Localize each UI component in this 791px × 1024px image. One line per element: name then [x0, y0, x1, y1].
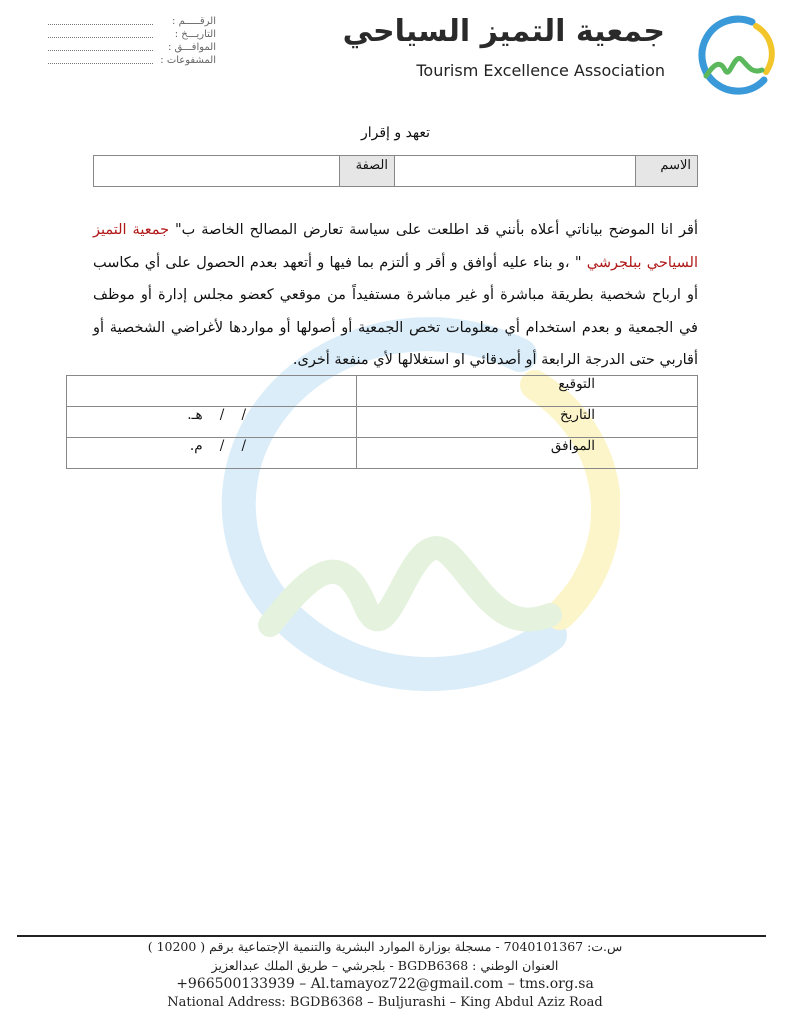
hijri-date-row — [67, 407, 698, 438]
ref-attachments-label: المشفوعات : — [160, 55, 216, 66]
ref-attachments-row — [48, 54, 216, 67]
hijri-date-label: التاريخ — [357, 407, 698, 438]
ref-corresponding-row — [48, 41, 216, 54]
declaration-org-name: جمعية التميز السياحي ببلجرشي — [93, 222, 698, 271]
gregorian-date-field[interactable]: / / م. — [67, 438, 357, 469]
document-title: تعهد و إقرار — [360, 125, 431, 141]
ref-date-label: التاريـــخ : — [174, 29, 216, 40]
declaration-text-end: " ،و بناء عليه أوافق و أقر و ألتزم بما فيها و أتعهد بعدم الحصول على أي مكاسب أو ارباح شخصية بطريقة مباشرة أو غير مباشرة مستفيداً من موقعي كعضو مجلس إدارة أو موظف في الجمعية و بعدم استخدام أي معلومات تخص الجمعية أو أصولها أو مواردها لأغراضي الشخصية أو أقاربي حتى الدرجة الرابعة أو أصدقائي او استغلالها لأي منفعة أخرى. — [93, 254, 698, 368]
ref-number-row — [48, 15, 216, 28]
signature-label: التوقيع — [357, 376, 698, 407]
reference-fields — [48, 15, 216, 67]
org-name-english: Tourism Excellence Association — [416, 61, 665, 80]
name-position-table — [93, 155, 698, 187]
position-field[interactable] — [94, 156, 339, 186]
ref-corresponding-label: الموافـــق : — [167, 42, 216, 53]
ref-attachments-blank — [48, 54, 153, 64]
footer-address-en: National Address: BGDB6368 – Buljurashi – King Abdul Aziz Road — [167, 995, 603, 1010]
footer-divider — [17, 935, 766, 937]
ref-number-label: الرقـــــم : — [172, 16, 216, 27]
association-logo — [694, 14, 776, 96]
ref-corresponding-blank — [48, 41, 153, 51]
org-name-arabic: جمعية التميز السياحي — [342, 14, 665, 49]
ref-number-blank — [48, 15, 153, 25]
declaration-text-start: أقر انا الموضح بياناتي أعلاه بأنني قد اطلعت على سياسة تعارض المصالح الخاصة ب" — [169, 222, 698, 238]
position-label: الصفة — [339, 156, 394, 186]
signature-row — [67, 376, 698, 407]
footer-address-ar: العنوان الوطني : BGDB6368 - بلجرشي – طريق الملك عبدالعزيز — [211, 958, 559, 973]
gregorian-date-label: الموافق — [357, 438, 698, 469]
name-label: الاسم — [635, 156, 697, 186]
footer-contact: +966500133939 – Al.tamayoz722@gmail.com – tms.org.sa — [176, 976, 594, 992]
gregorian-date-row — [67, 438, 698, 469]
hijri-date-field[interactable]: / / هـ. — [67, 407, 357, 438]
name-field[interactable] — [394, 156, 635, 186]
signature-field[interactable] — [67, 376, 357, 407]
signature-table — [66, 375, 698, 469]
ref-date-row — [48, 28, 216, 41]
declaration-paragraph — [93, 214, 698, 377]
footer-registration: س.ت: 7040101367 - مسجلة بوزارة الموارد البشرية والتنمية الإجتماعية برقم ( 10200 ) — [147, 939, 623, 954]
ref-date-blank — [48, 28, 153, 38]
